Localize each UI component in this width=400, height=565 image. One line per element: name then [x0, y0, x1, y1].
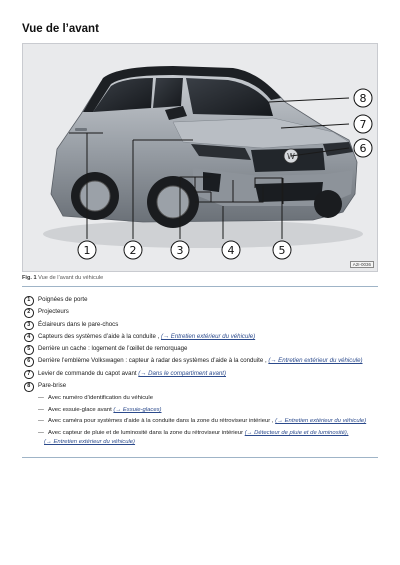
legend-number: 6	[24, 357, 34, 367]
svg-text:5: 5	[278, 244, 286, 257]
sub-item	[24, 394, 376, 406]
sub-item-text: Avec essuie-glace avant	[48, 406, 114, 413]
divider-bottom	[22, 457, 378, 458]
legend-text: Éclaireurs dans le pare-chocs	[38, 320, 119, 328]
legend-number: 2	[24, 308, 34, 318]
cross-reference-link[interactable]: (→ Entretien extérieur du véhicule)	[268, 357, 363, 365]
legend-text: Poignées de porte	[38, 296, 88, 303]
legend-list	[24, 296, 376, 449]
svg-text:1: 1	[83, 244, 91, 257]
cross-reference-link[interactable]: (→ Détecteur de pluie et de luminosité),	[244, 429, 349, 436]
dash-bullet: —	[38, 395, 44, 402]
legend-number: 1	[24, 296, 34, 306]
legend-number: 3	[24, 321, 34, 331]
legend-item	[24, 357, 376, 369]
svg-text:4: 4	[227, 244, 235, 257]
svg-text:3: 3	[176, 244, 184, 257]
svg-text:2: 2	[129, 244, 137, 257]
sub-item-continuation	[24, 438, 376, 449]
callout-7	[354, 115, 372, 133]
dash-bullet: —	[38, 429, 44, 436]
sub-item-text: Avec capteur de pluie et de luminosité dans la zone du rétroviseur intérieur	[48, 429, 245, 436]
figure-caption	[22, 275, 103, 281]
legend-item	[24, 308, 376, 320]
vehicle-front-figure	[22, 43, 378, 272]
vehicle-illustration	[23, 44, 378, 272]
sub-item	[24, 429, 376, 438]
legend-number: 7	[24, 370, 34, 380]
dash-bullet: —	[38, 418, 44, 425]
callout-5	[273, 241, 291, 259]
figure-caption-text: Vue de l’avant du véhicule	[36, 275, 104, 281]
legend-number: 4	[24, 333, 34, 343]
legend-item	[24, 345, 376, 357]
legend-item	[24, 296, 376, 308]
sub-item	[24, 406, 376, 418]
svg-text:6: 6	[359, 142, 367, 155]
legend-text: Capteurs des systèmes d’aide à la conduite ,	[38, 332, 161, 340]
page-title: Vue de l’avant	[22, 23, 99, 35]
legend-number: 5	[24, 345, 34, 355]
legend-text: Levier de commande du capot avant	[38, 369, 139, 377]
callout-8	[354, 89, 372, 107]
callout-2	[124, 241, 142, 259]
figure-code: A2I-0036	[350, 261, 374, 268]
sub-item-text: Avec numéro d’identification du véhicule	[48, 395, 154, 402]
callout-6	[354, 139, 372, 157]
cross-reference-link[interactable]: (→ Entretien extérieur du véhicule)	[275, 418, 367, 425]
figure-caption-prefix: Fig. 1	[22, 275, 37, 281]
legend-item	[24, 370, 376, 382]
legend-text: Derrière un cache : logement de l’œillet de remorquage	[38, 345, 188, 353]
legend-item	[24, 321, 376, 333]
sub-item	[24, 417, 376, 429]
legend-item	[24, 382, 376, 394]
svg-text:7: 7	[359, 118, 367, 131]
sub-item-text: Avec caméra pour systèmes d’aide à la conduite dans la zone du rétroviseur intérieur ,	[48, 418, 276, 425]
cross-reference-link[interactable]: (→ Essuie-glaces)	[113, 406, 162, 413]
svg-text:8: 8	[359, 92, 367, 105]
legend-text: Projecteurs	[38, 308, 69, 316]
cross-reference-link[interactable]: (→ Dans le compartiment avant)	[138, 369, 226, 377]
svg-text:W: W	[287, 152, 295, 161]
callout-4	[222, 241, 240, 259]
cross-reference-link[interactable]: (→ Entretien extérieur du véhicule)	[44, 438, 136, 445]
legend-text: Pare-brise	[38, 382, 67, 390]
divider-top	[22, 286, 378, 287]
callout-1	[78, 241, 96, 259]
legend-text: Derrière l’emblème Volkswagen : capteur à radar des systèmes d’aide à la conduite ,	[38, 357, 269, 365]
dash-bullet: —	[38, 406, 44, 413]
callout-3	[171, 241, 189, 259]
legend-number: 8	[24, 382, 34, 392]
cross-reference-link[interactable]: (→ Entretien extérieur du véhicule)	[160, 332, 256, 340]
legend-item	[24, 333, 376, 345]
